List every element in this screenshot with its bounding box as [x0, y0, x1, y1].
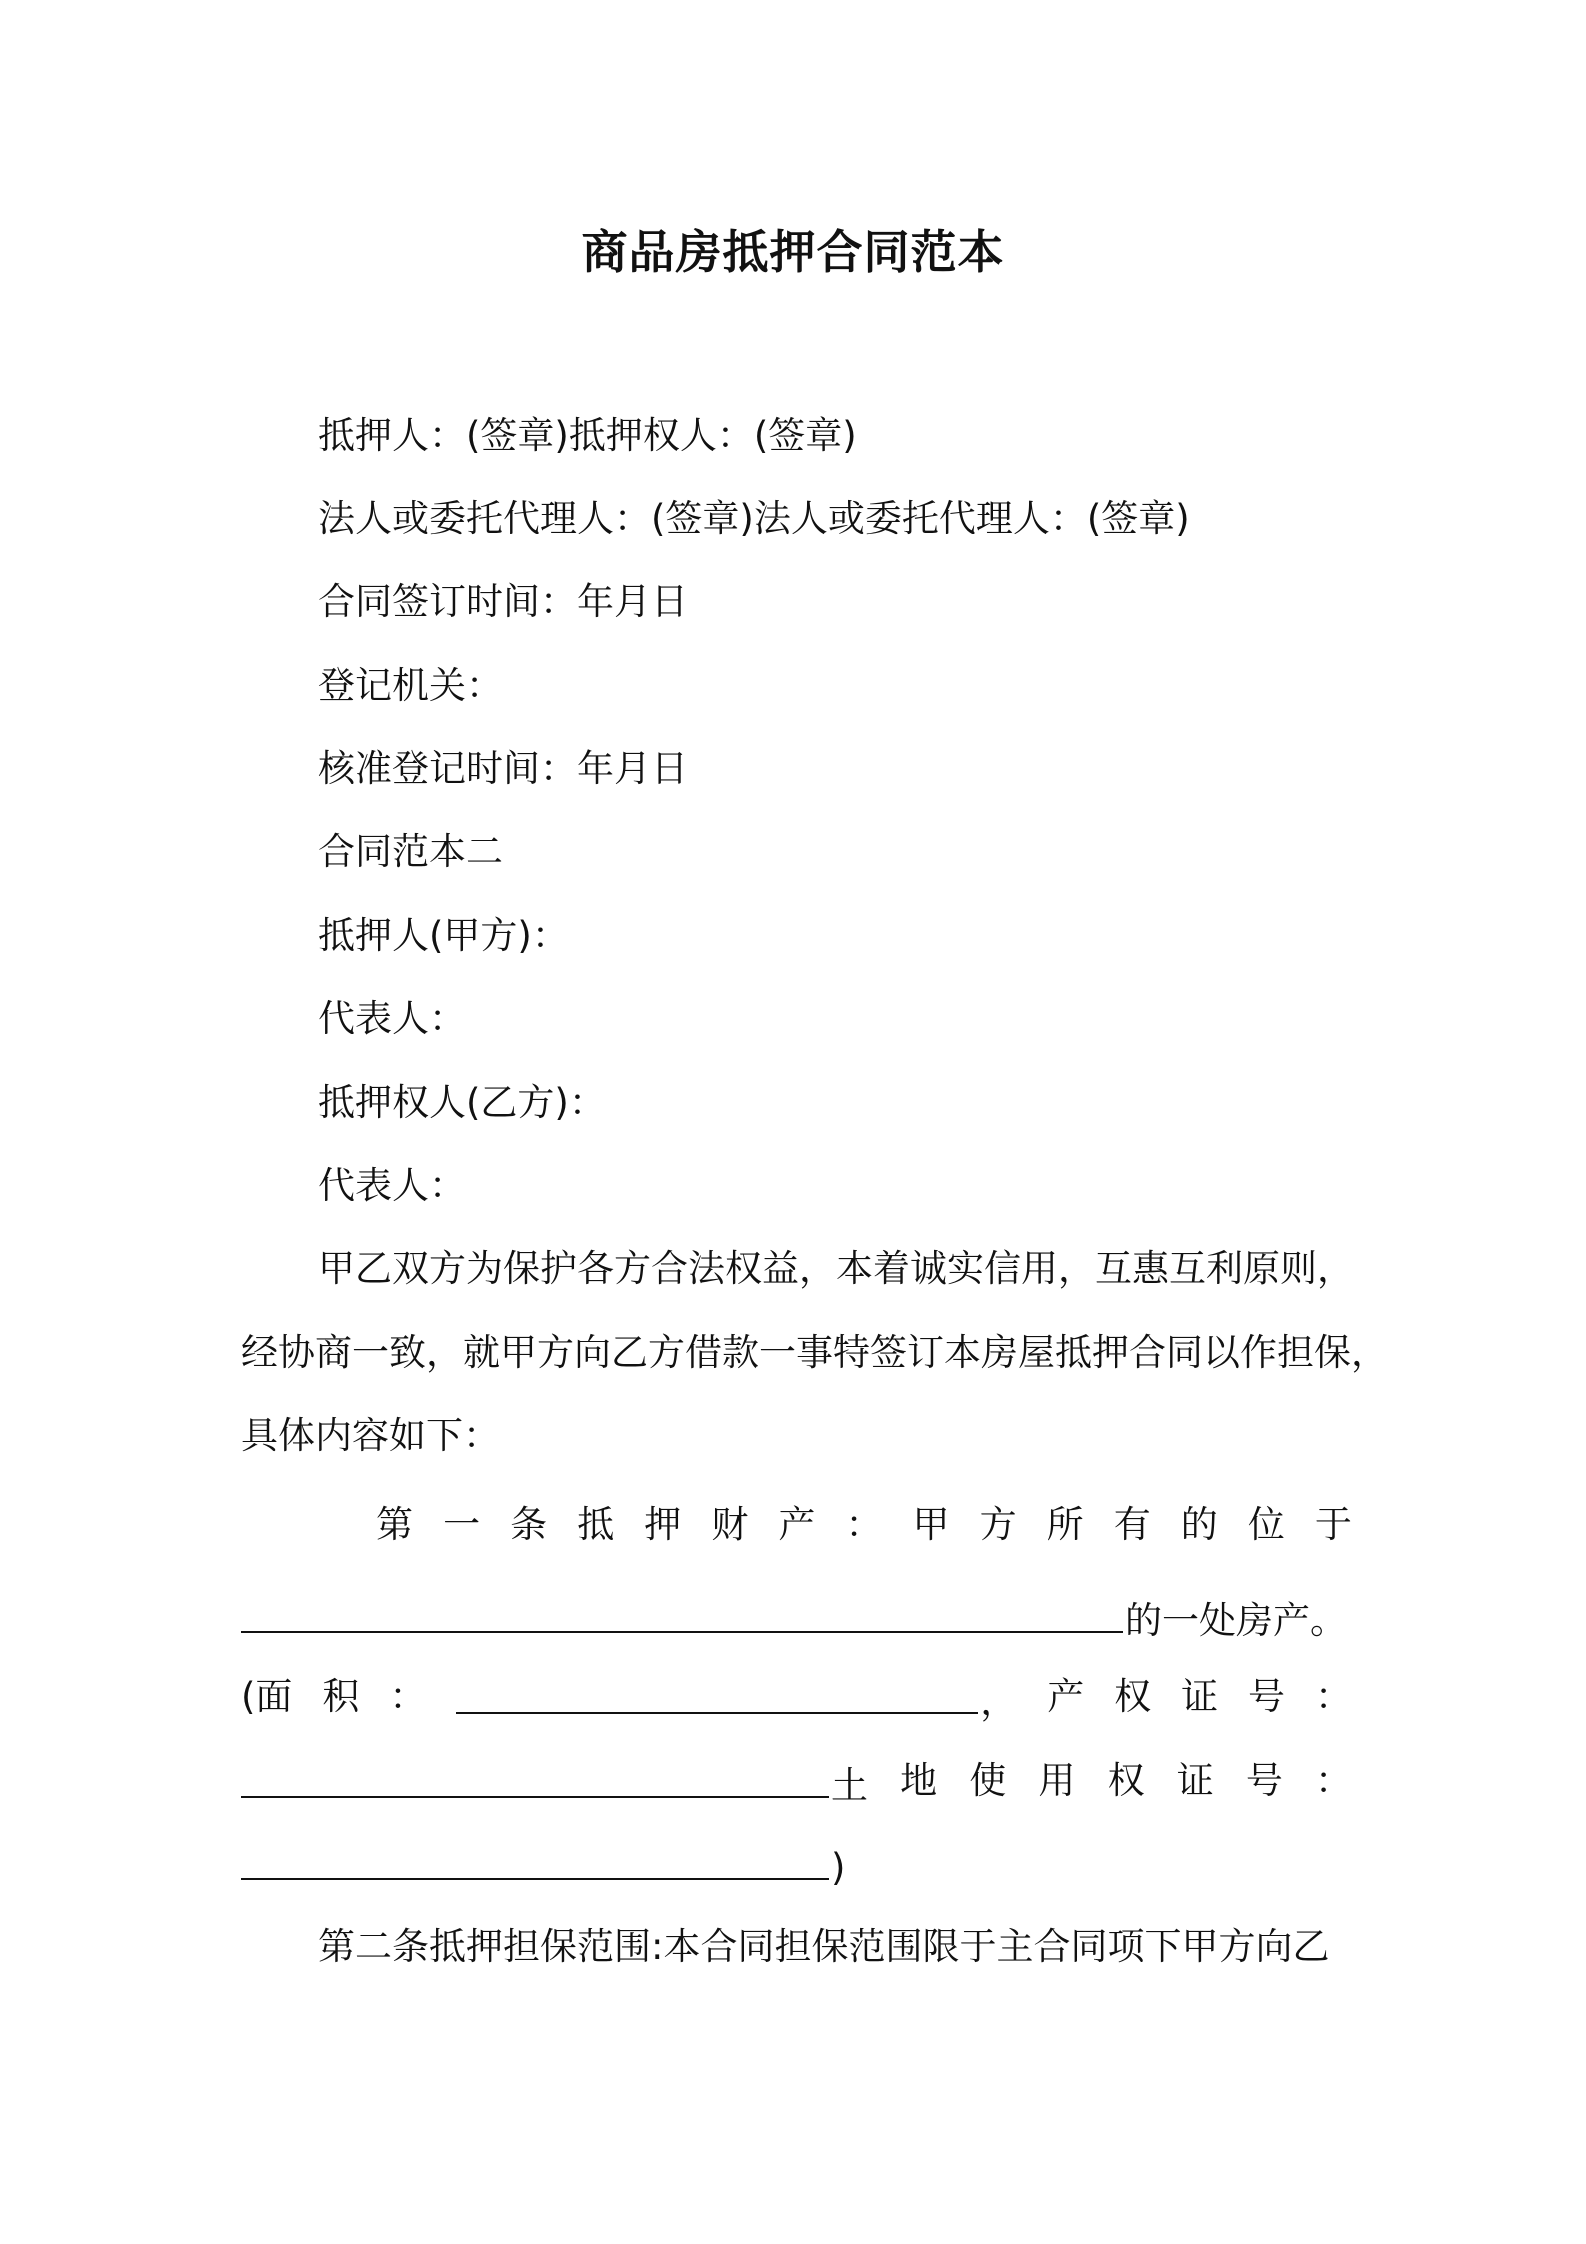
property-location-line: 的一处房产。: [241, 1591, 1347, 1646]
area-cert-line: (面 积 ： ， 产 权 证 号 ：: [241, 1672, 1352, 1727]
contract-signing-date: 合同签订时间：年月日: [318, 580, 688, 623]
intro-paragraph-line-3: 具体内容如下：: [241, 1414, 500, 1457]
land-use-cert-line: 土 地 使 用 权 证 号 ：: [241, 1756, 1352, 1811]
signature-line-mortgagor: 抵押人：(签章)抵押权人：(签章): [318, 414, 857, 457]
mortgagee-party-b: 抵押权人(乙方)：: [318, 1081, 606, 1124]
intro-paragraph-line-2: 经协商一致，就甲方向乙方借款一事特签订本房屋抵押合同以作担保，: [241, 1331, 1388, 1374]
land-use-cert-blank[interactable]: [241, 1838, 829, 1880]
mortgagor-party-a: 抵押人(甲方)：: [318, 914, 569, 957]
land-use-cert-blank-line: ): [241, 1838, 845, 1893]
registration-approval-date: 核准登记时间：年月日: [318, 747, 688, 790]
property-cert-blank[interactable]: [241, 1756, 829, 1798]
property-location-blank[interactable]: [241, 1591, 1123, 1633]
intro-paragraph-line-1: 甲乙双方为保护各方合法权益，本着诚实信用，互惠互利原则，: [318, 1247, 1354, 1290]
article-1-heading: 第 一 条 抵 押 财 产 ： 甲 方 所 有 的 位 于: [376, 1503, 1352, 1546]
contract-sample-two-heading: 合同范本二: [318, 830, 503, 873]
representative-a: 代表人：: [318, 997, 466, 1040]
signature-line-legal-rep: 法人或委托代理人：(签章)法人或委托代理人：(签章): [318, 497, 1190, 540]
representative-b: 代表人：: [318, 1164, 466, 1207]
registration-authority: 登记机关：: [318, 664, 503, 707]
article-2-text: 第二条抵押担保范围:本合同担保范围限于主合同项下甲方向乙: [318, 1925, 1330, 1968]
document-title: 商品房抵押合同范本: [581, 225, 1005, 279]
area-blank[interactable]: [456, 1672, 978, 1714]
